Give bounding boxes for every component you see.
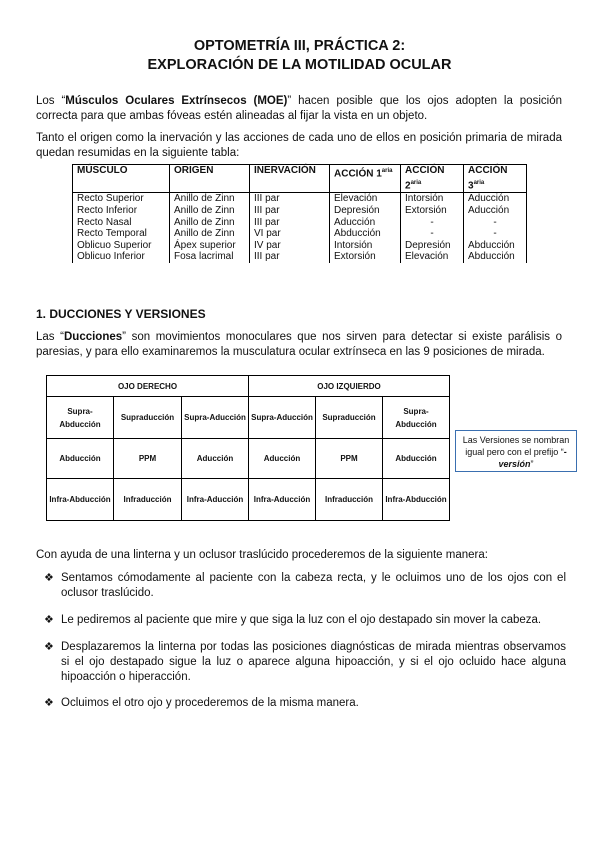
moe-header: ACCIÓN $1^{aria}$ bbox=[330, 165, 401, 193]
table-row bbox=[73, 251, 527, 263]
table-cell: Recto Inferior bbox=[73, 205, 170, 217]
table-cell: - bbox=[401, 217, 464, 229]
table-row bbox=[73, 240, 527, 252]
table-cell: - bbox=[401, 228, 464, 240]
versiones-note-box bbox=[455, 430, 577, 472]
table-cell: Depresión bbox=[401, 240, 464, 252]
intro-bold: Músculos Oculares Extrínsecos (MOE) bbox=[65, 95, 288, 107]
ducc-post: ” son movimientos monoculares que nos sirven para detectar si existe parálisis o paresias, y para ello examinaremos la musculatura ocular extrínseca en las 9 posiciones de mirada. bbox=[36, 331, 562, 358]
table-row bbox=[73, 193, 527, 205]
page-title-line1: OPTOMETRÍA III, PRÁCTICA 2: bbox=[193, 38, 406, 54]
note-text: Las Versiones se nombran igual pero con el prefijo “ bbox=[462, 435, 570, 457]
grid-cell: Infraducción bbox=[316, 479, 383, 521]
page-title-line2: EXPLORACIÓN DE LA MOTILIDAD OCULAR bbox=[147, 57, 452, 73]
table-cell: Abducción bbox=[464, 240, 527, 252]
table-cell: IV par bbox=[250, 240, 330, 252]
diamond-bullet-icon: ❖ bbox=[44, 572, 54, 584]
note-italic: -versión bbox=[498, 447, 567, 469]
grid-cell: Supraducción bbox=[114, 397, 182, 439]
grid-cell: Infra-Abducción bbox=[383, 479, 450, 521]
grid-header-row bbox=[47, 376, 450, 397]
grid-cell: Supra-Aducción bbox=[182, 397, 249, 439]
grid-cell: Abducción bbox=[383, 439, 450, 479]
grid-cell: Infraducción bbox=[114, 479, 182, 521]
grid-row bbox=[47, 439, 450, 479]
table-cell: Intorsión bbox=[330, 240, 401, 252]
grid-cell: Infra-Abducción bbox=[47, 479, 114, 521]
table-cell: III par bbox=[250, 251, 330, 263]
grid-cell: Infra-Aducción bbox=[249, 479, 316, 521]
ducc-bold: Ducciones bbox=[63, 331, 123, 343]
moe-header: ACCIÓN $2^{aria}$ bbox=[401, 165, 464, 193]
note-end: ” bbox=[530, 459, 534, 469]
diamond-bullet-icon: ❖ bbox=[44, 697, 54, 709]
table-cell: Aducción bbox=[330, 217, 401, 229]
grid-row bbox=[47, 397, 450, 439]
grid-cell: PPM bbox=[114, 439, 182, 479]
table-cell: Anillo de Zinn bbox=[170, 217, 250, 229]
intro-pre: Los “ bbox=[36, 95, 66, 107]
ducciones-paragraph bbox=[36, 330, 562, 360]
moe-header: ACCIÓN $3^{aria}$ bbox=[464, 165, 527, 193]
list-item-text: Ocluimos el otro ojo y procederemos de la misma manera. bbox=[61, 697, 359, 709]
grid-cell: Supra-Abducción bbox=[47, 397, 114, 439]
grid-cell: PPM bbox=[316, 439, 383, 479]
table-cell: VI par bbox=[250, 228, 330, 240]
moe-table bbox=[72, 164, 527, 263]
list-item-text: Le pediremos al paciente que mire y que siga la luz con el ojo destapado sin mover la cabeza. bbox=[61, 614, 542, 626]
intro2-paragraph: Tanto el origen como la inervación y las acciones de cada uno de ellos en posición primaria de mirada quedan resumidas en la siguiente tabla: bbox=[36, 132, 562, 159]
table-cell: Extorsión bbox=[330, 251, 401, 263]
table-row bbox=[73, 217, 527, 229]
table-row bbox=[73, 228, 527, 240]
table-cell: - bbox=[464, 217, 527, 229]
grid-cell: Supra-Abducción bbox=[383, 397, 450, 439]
ducc-pre: Las “ bbox=[36, 331, 64, 343]
procedure-intro: Con ayuda de una linterna y un oclusor traslúcido procederemos de la siguiente manera: bbox=[36, 549, 488, 561]
table-cell: Intorsión bbox=[401, 193, 464, 205]
table-cell: Abducción bbox=[464, 251, 527, 263]
grid-cell: Infra-Aducción bbox=[182, 479, 249, 521]
table-cell: Anillo de Zinn bbox=[170, 193, 250, 205]
positions-grid bbox=[46, 375, 450, 521]
list-item-text: Sentamos cómodamente al paciente con la cabeza recta, y le ocluimos uno de los ojos con el oclusor traslúcido. bbox=[61, 572, 566, 599]
grid-cell: Abducción bbox=[47, 439, 114, 479]
diamond-bullet-icon: ❖ bbox=[44, 614, 54, 626]
list-item-text: Desplazaremos la linterna por todas las posiciones diagnósticas de mirada mientras observamos si el ojo destapado sigue la luz o aparece alguna hipoacción, y si el ojo ocluido hace alguna hipoacción o hiperacción. bbox=[61, 641, 566, 683]
table-cell: Recto Superior bbox=[73, 193, 170, 205]
table-cell: Recto Nasal bbox=[73, 217, 170, 229]
table-cell: III par bbox=[250, 193, 330, 205]
grid-cell: Supra-Aducción bbox=[249, 397, 316, 439]
diamond-bullet-icon: ❖ bbox=[44, 641, 54, 653]
intro-post: ” hacen posible que los ojos adopten la posición correcta para que ambas fóveas estén alineadas al fijar la vista en un objeto. bbox=[36, 95, 562, 122]
table-cell: Fosa lacrimal bbox=[170, 251, 250, 263]
grid-cell: Aducción bbox=[182, 439, 249, 479]
grid-cell: Aducción bbox=[249, 439, 316, 479]
grid-row bbox=[47, 479, 450, 521]
grid-header-oi: OJO IZQUIERDO bbox=[249, 376, 450, 397]
table-cell: Oblicuo Inferior bbox=[73, 251, 170, 263]
table-cell: III par bbox=[250, 205, 330, 217]
moe-header: INERVACIÓN bbox=[250, 165, 330, 193]
table-cell: III par bbox=[250, 217, 330, 229]
table-cell: Ápex superior bbox=[170, 240, 250, 252]
table-cell: Depresión bbox=[330, 205, 401, 217]
moe-header: ORIGEN bbox=[170, 165, 250, 193]
table-cell: Anillo de Zinn bbox=[170, 228, 250, 240]
grid-header-od: OJO DERECHO bbox=[47, 376, 249, 397]
grid-cell: Supraducción bbox=[316, 397, 383, 439]
moe-header: MÚSCULO bbox=[73, 165, 170, 193]
moe-header-row bbox=[73, 165, 527, 193]
table-cell: Elevación bbox=[401, 251, 464, 263]
table-row bbox=[73, 205, 527, 217]
table-cell: Anillo de Zinn bbox=[170, 205, 250, 217]
table-cell: - bbox=[464, 228, 527, 240]
table-cell: Recto Temporal bbox=[73, 228, 170, 240]
table-cell: Oblicuo Superior bbox=[73, 240, 170, 252]
table-cell: Aducción bbox=[464, 193, 527, 205]
section-heading: 1. DUCCIONES Y VERSIONES bbox=[36, 307, 206, 321]
table-cell: Extorsión bbox=[401, 205, 464, 217]
table-cell: Abducción bbox=[330, 228, 401, 240]
table-cell: Elevación bbox=[330, 193, 401, 205]
intro-paragraph bbox=[36, 94, 562, 124]
table-cell: Aducción bbox=[464, 205, 527, 217]
